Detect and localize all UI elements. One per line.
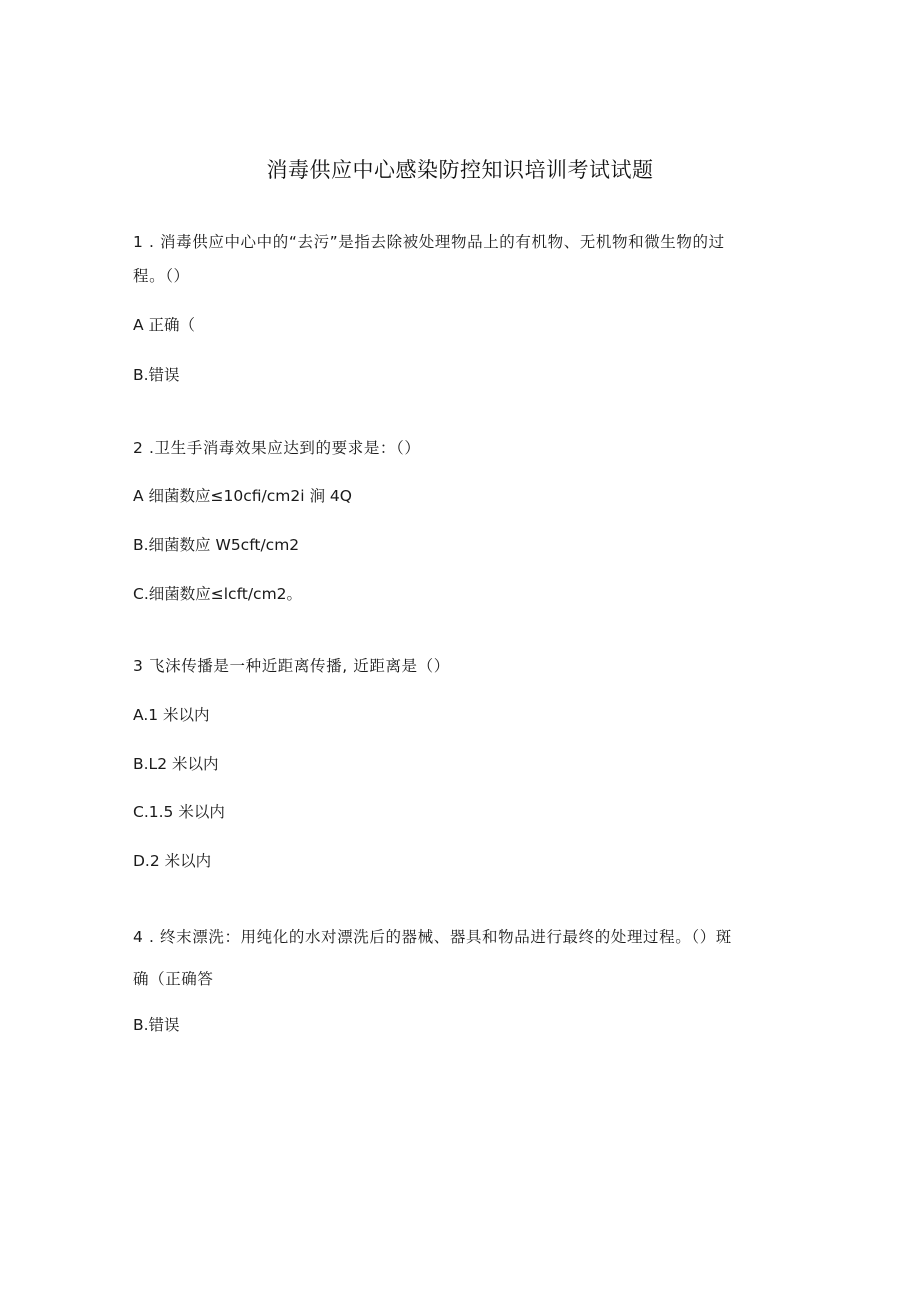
question-2-option-a: A 细菌数应≤10cfi/cm2i 涧 4Q	[133, 487, 352, 505]
question-4-text-line-2: 确（正确答	[133, 970, 214, 988]
question-3-option-a: A.1 米以内	[133, 706, 210, 724]
question-3-text: 3 飞沫传播是一种近距离传播, 近距离是（）	[133, 657, 450, 675]
question-2-option-c: C.细菌数应≤lcft/cm2。	[133, 585, 303, 603]
document-title: 消毒供应中心感染防控知识培训考试试题	[266, 158, 654, 182]
question-1-text-line-1: 1 . 消毒供应中心中的“去污”是指去除被处理物品上的有机物、无机物和微生物的过	[133, 233, 725, 251]
question-1-option-a: A 正确（	[133, 316, 196, 334]
question-1-option-b: B.错误	[133, 366, 180, 384]
question-1-text-line-2: 程。（）	[133, 267, 190, 285]
question-2-text: 2 .卫生手消毒效果应达到的要求是：（）	[133, 439, 421, 457]
question-2-option-b: B.细菌数应 W5cft/cm2	[133, 536, 300, 554]
question-3-option-b: B.L2 米以内	[133, 755, 219, 773]
question-4-option-b: B.错误	[133, 1016, 180, 1034]
question-3-option-c: C.1.5 米以内	[133, 803, 225, 821]
question-4-text-line-1: 4 . 终末漂洗：用纯化的水对漂洗后的器械、器具和物品进行最终的处理过程。（）斑	[133, 928, 732, 946]
question-3-option-d: D.2 米以内	[133, 852, 212, 870]
